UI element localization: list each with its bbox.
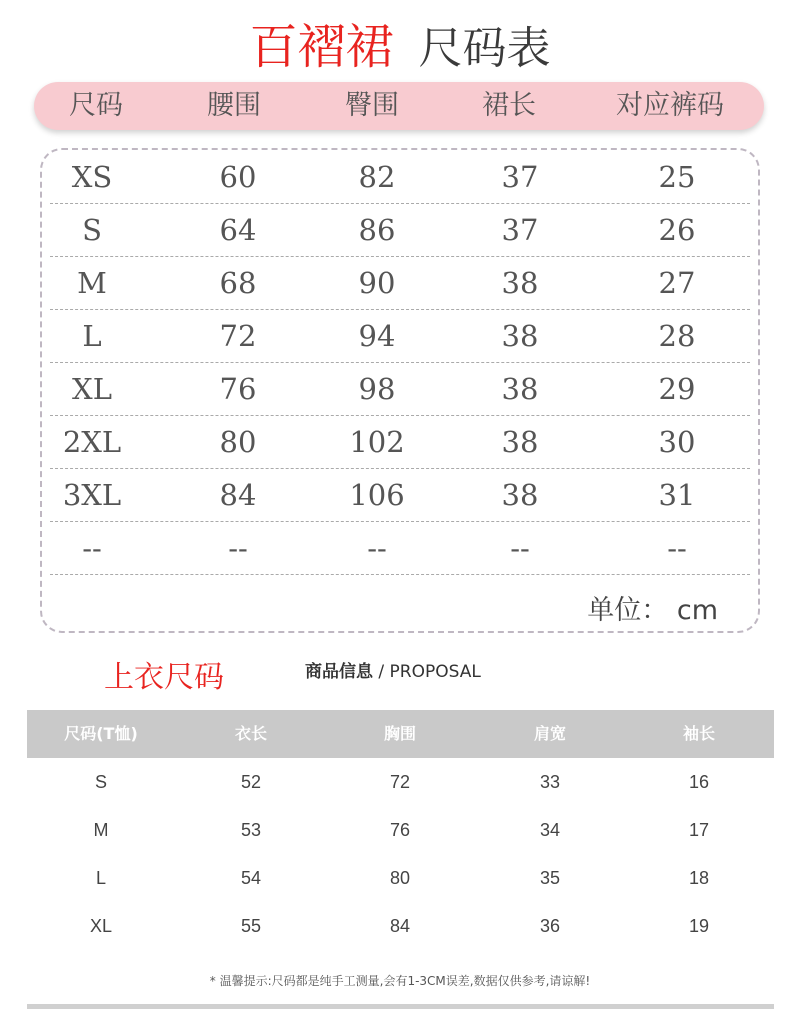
cell-hip: 94	[358, 318, 396, 353]
cell-length: --	[510, 530, 530, 565]
measurement-note: * 温馨提示:尺码都是纯手工测量,会有1-3CM误差,数据仅供参考,请谅解!	[209, 974, 591, 988]
cell-hip: 86	[358, 212, 396, 247]
cell-hip: 82	[358, 159, 396, 194]
cell-length: 38	[501, 265, 539, 300]
cell-size: M	[93, 820, 109, 840]
top-size-label: 上衣尺码	[104, 660, 224, 695]
product-info-label	[305, 657, 481, 682]
cell-hip: 98	[358, 371, 396, 406]
page-title	[0, 8, 800, 77]
cell-waist: 80	[219, 424, 257, 459]
cell-pants: 26	[658, 212, 696, 247]
cell-waist: 68	[219, 265, 257, 300]
cell-waist: 60	[219, 159, 257, 194]
cell-pants: 31	[658, 477, 696, 512]
info-proposal: / PROPOSAL	[373, 662, 481, 682]
cell-pants: 25	[658, 159, 696, 194]
title-product: 百褶裙	[249, 19, 394, 75]
cell-waist: 72	[219, 318, 257, 353]
cell-length: 55	[240, 916, 262, 936]
cell-length: 38	[501, 424, 539, 459]
cell-sleeve: 19	[688, 916, 710, 936]
header-pants-size: 对应裤码	[616, 90, 724, 121]
table-row	[50, 203, 750, 257]
cell-pants: 29	[658, 371, 696, 406]
table-row	[50, 362, 750, 416]
cell-waist: 84	[219, 477, 257, 512]
bottom-divider	[27, 1004, 774, 1009]
cell-size: XS	[71, 159, 113, 194]
cell-hip: 90	[358, 265, 396, 300]
header-waist: 腰围	[207, 90, 261, 121]
cell-length: 54	[240, 868, 262, 888]
cell-pants: 30	[658, 424, 696, 459]
cell-shoulder: 33	[539, 772, 561, 792]
top-table-header	[27, 710, 774, 758]
table-row	[27, 854, 774, 902]
cell-shoulder: 36	[539, 916, 561, 936]
cell-size: XL	[72, 371, 112, 406]
cell-waist: 64	[219, 212, 257, 247]
cell-pants: 28	[658, 318, 696, 353]
skirt-size-table	[40, 148, 760, 633]
cell-size: S	[82, 212, 102, 247]
cell-size: S	[94, 772, 108, 792]
cell-size: 2XL	[62, 424, 122, 459]
cell-shoulder: 35	[539, 868, 561, 888]
cell-pants: --	[667, 530, 687, 565]
cell-length: 37	[501, 159, 539, 194]
table-row	[50, 521, 750, 575]
cell-size: XL	[89, 916, 113, 936]
table-row	[50, 309, 750, 363]
table-row	[27, 902, 774, 950]
cell-chest: 76	[389, 820, 411, 840]
cell-length: 38	[501, 318, 539, 353]
cell-chest: 72	[389, 772, 411, 792]
cell-length: 38	[501, 371, 539, 406]
cell-size: --	[82, 530, 102, 565]
cell-sleeve: 16	[688, 772, 710, 792]
cell-hip: --	[367, 530, 387, 565]
cell-hip: 106	[349, 477, 405, 512]
table-row	[27, 758, 774, 806]
header-hip: 臀围	[345, 90, 399, 121]
header-sleeve: 袖长	[682, 724, 716, 743]
table-row	[50, 415, 750, 469]
cell-chest: 84	[389, 916, 411, 936]
cell-chest: 80	[389, 868, 411, 888]
cell-shoulder: 34	[539, 820, 561, 840]
cell-hip: 102	[349, 424, 405, 459]
cell-size: L	[95, 868, 107, 888]
cell-waist: --	[228, 530, 248, 565]
cell-size: 3XL	[62, 477, 122, 512]
cell-sleeve: 18	[688, 868, 710, 888]
cell-length: 37	[501, 212, 539, 247]
table-row	[50, 150, 750, 204]
info-bold: 商品信息	[305, 662, 373, 682]
skirt-table-header	[34, 82, 764, 130]
header-chest: 胸围	[383, 724, 417, 743]
cell-length: 53	[240, 820, 262, 840]
header-tshirt-size: 尺码(T恤)	[64, 724, 138, 743]
cell-pants: 27	[658, 265, 696, 300]
cell-length: 52	[240, 772, 262, 792]
header-length: 衣长	[234, 724, 268, 743]
cell-size: M	[77, 265, 107, 300]
header-skirt-length: 裙长	[482, 90, 536, 121]
header-size: 尺码	[69, 90, 123, 121]
cell-sleeve: 17	[688, 820, 710, 840]
table-row	[27, 806, 774, 854]
cell-size: L	[82, 318, 102, 353]
cell-length: 38	[501, 477, 539, 512]
unit-label: 单位： cm	[587, 595, 718, 626]
table-row	[50, 256, 750, 310]
title-size-chart: 尺码表	[418, 23, 551, 74]
cell-waist: 76	[219, 371, 257, 406]
header-shoulder: 肩宽	[533, 724, 567, 743]
table-row	[50, 468, 750, 522]
